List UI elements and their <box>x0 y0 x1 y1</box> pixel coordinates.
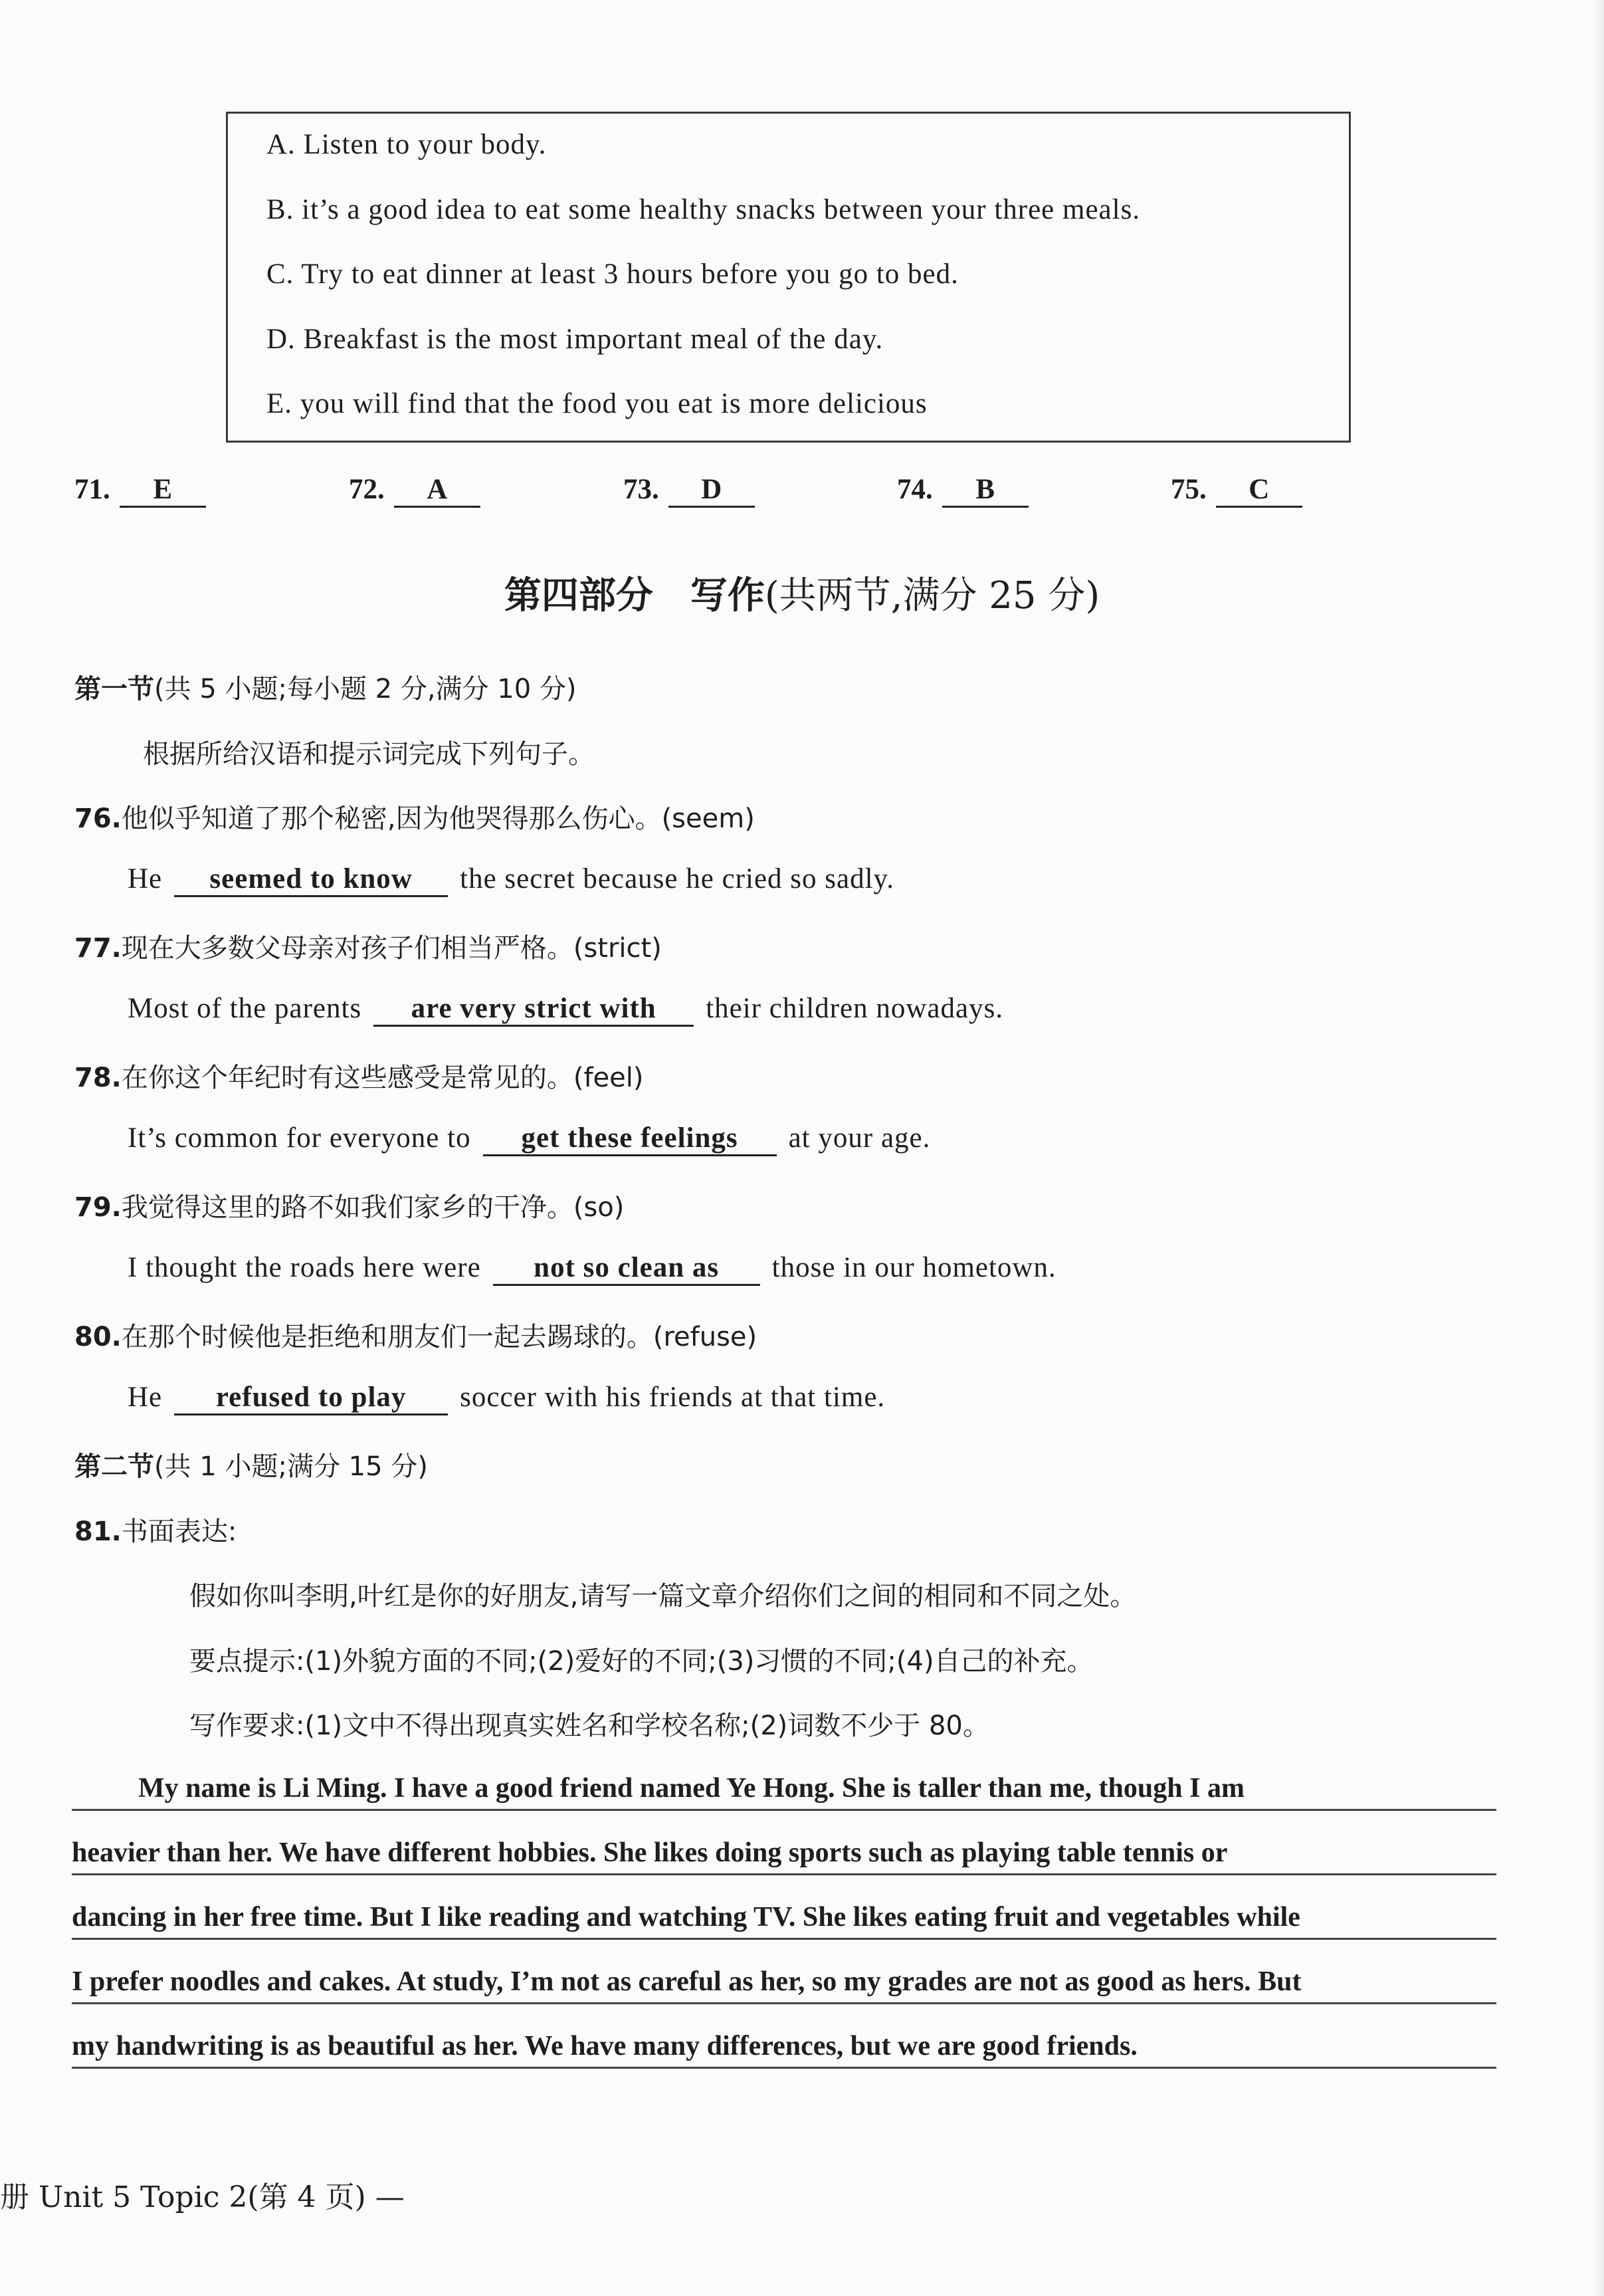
page-edge-shadow <box>1593 0 1604 2296</box>
section2-header <box>74 1445 428 1483</box>
section2-title: 第二节 <box>74 1451 154 1482</box>
section2-info: (共 1 小题;满分 15 分) <box>154 1451 428 1482</box>
question-77-zh <box>74 927 662 965</box>
part4-heading <box>0 566 1604 619</box>
answer-number: 74. <box>897 474 933 505</box>
sentence-start: Most of the parents <box>128 993 362 1024</box>
question-77-en <box>128 992 1003 1027</box>
essay-line-3: dancing in her free time. But I like reading and watching TV. She likes eating fruit and vegetables while <box>72 1897 1496 1940</box>
question-79-zh <box>74 1186 624 1224</box>
question-number: 78. <box>74 1063 122 1093</box>
question-number: 76. <box>74 803 122 834</box>
option-c: C. Try to eat dinner at least 3 hours before you go to bed. <box>266 259 959 290</box>
section1-info: (共 5 小题;每小题 2 分,满分 10 分) <box>154 674 577 704</box>
option-e: E. you will find that the food you eat is more delicious <box>266 388 928 419</box>
answer-blank: D <box>668 473 755 508</box>
answer-73 <box>623 473 755 508</box>
answer-blank: B <box>942 473 1029 508</box>
essay-line-5: my handwriting is as beautiful as her. We have many differences, but we are good friends. <box>72 2026 1496 2069</box>
answer-number: 73. <box>623 474 659 505</box>
part4-title: 第四部分 写作 <box>504 574 765 617</box>
answer-number: 72. <box>349 474 385 505</box>
question-79-en <box>128 1251 1056 1286</box>
answer-fill: not so clean as <box>493 1251 760 1286</box>
sentence-end: those in our hometown. <box>771 1252 1056 1283</box>
sentence-end: at your age. <box>788 1122 931 1154</box>
sentence-end: their children nowadays. <box>706 993 1004 1024</box>
question-text: 在你这个年纪时有这些感受是常见的。(feel) <box>121 1063 644 1093</box>
answer-fill: refused to play <box>174 1381 448 1415</box>
answer-blank: C <box>1216 473 1302 508</box>
sentence-start: He <box>128 1382 163 1413</box>
question-78-en <box>128 1122 930 1156</box>
essay-line-2: heavier than her. We have different hobbies. She likes doing sports such as playing table tennis or <box>72 1832 1496 1875</box>
q81-prompt-1: 假如你叫李明,叶红是你的好朋友,请写一篇文章介绍你们之间的相同和不同之处。 <box>189 1581 1137 1612</box>
answer-71 <box>74 473 206 508</box>
answer-number: 71. <box>74 474 110 505</box>
q81-prompt-2: 要点提示:(1)外貌方面的不同;(2)爱好的不同;(3)习惯的不同;(4)自己的补充。 <box>189 1646 1094 1677</box>
section1-header <box>74 668 577 706</box>
sentence-start: It’s common for everyone to <box>128 1122 471 1154</box>
essay-line-4: I prefer noodles and cakes. At study, I’m not as careful as her, so my grades are not as good as hers. But <box>72 1961 1496 2004</box>
answer-fill: get these feelings <box>483 1122 777 1156</box>
options-box <box>226 112 1351 443</box>
question-80-en <box>128 1381 885 1415</box>
question-78-zh <box>74 1057 643 1095</box>
option-d: D. Breakfast is the most important meal of the day. <box>266 324 884 355</box>
question-text: 在那个时候他是拒绝和朋友们一起去踢球的。(refuse) <box>121 1322 757 1352</box>
q81-prompt-3: 写作要求:(1)文中不得出现真实姓名和学校名称;(2)词数不少于 80。 <box>189 1711 989 1741</box>
answer-blank: E <box>120 473 206 508</box>
question-text: 我觉得这里的路不如我们家乡的干净。(so) <box>121 1192 625 1223</box>
answer-fill: are very strict with <box>373 992 694 1027</box>
question-number: 81. <box>74 1516 122 1547</box>
option-b: B. it’s a good idea to eat some healthy snacks between your three meals. <box>266 194 1141 225</box>
question-text: 现在大多数父母亲对孩子们相当严格。(strict) <box>121 933 662 964</box>
sentence-start: I thought the roads here were <box>128 1252 481 1283</box>
question-number: 79. <box>74 1192 122 1223</box>
question-number: 77. <box>74 933 122 964</box>
question-label: 书面表达: <box>121 1516 237 1547</box>
answer-72 <box>349 473 480 508</box>
page-footer: 册 Unit 5 Topic 2(第 4 页) — <box>0 2180 405 2214</box>
section1-title: 第一节 <box>74 674 154 704</box>
sentence-start: He <box>128 863 163 894</box>
answer-number: 75. <box>1171 474 1207 505</box>
section1-instruction: 根据所给汉语和提示词完成下列句子。 <box>143 739 595 770</box>
option-a: A. Listen to your body. <box>266 129 547 160</box>
part4-score: (共两节,满分 25 分) <box>764 574 1100 617</box>
question-number: 80. <box>74 1322 122 1352</box>
question-76-zh <box>74 797 755 835</box>
answer-fill: seemed to know <box>174 863 448 897</box>
question-80-zh <box>74 1316 757 1354</box>
question-76-en <box>128 863 894 897</box>
question-text: 他似乎知道了那个秘密,因为他哭得那么伤心。(seem) <box>121 803 755 834</box>
sentence-end: the secret because he cried so sadly. <box>460 863 894 894</box>
answer-blank: A <box>394 473 480 508</box>
question-81-header <box>74 1511 237 1548</box>
answer-74 <box>897 473 1029 508</box>
sentence-end: soccer with his friends at that time. <box>460 1382 886 1413</box>
answer-75 <box>1171 473 1302 508</box>
essay-line-1: My name is Li Ming. I have a good friend named Ye Hong. She is taller than me, though I am <box>72 1768 1496 1811</box>
